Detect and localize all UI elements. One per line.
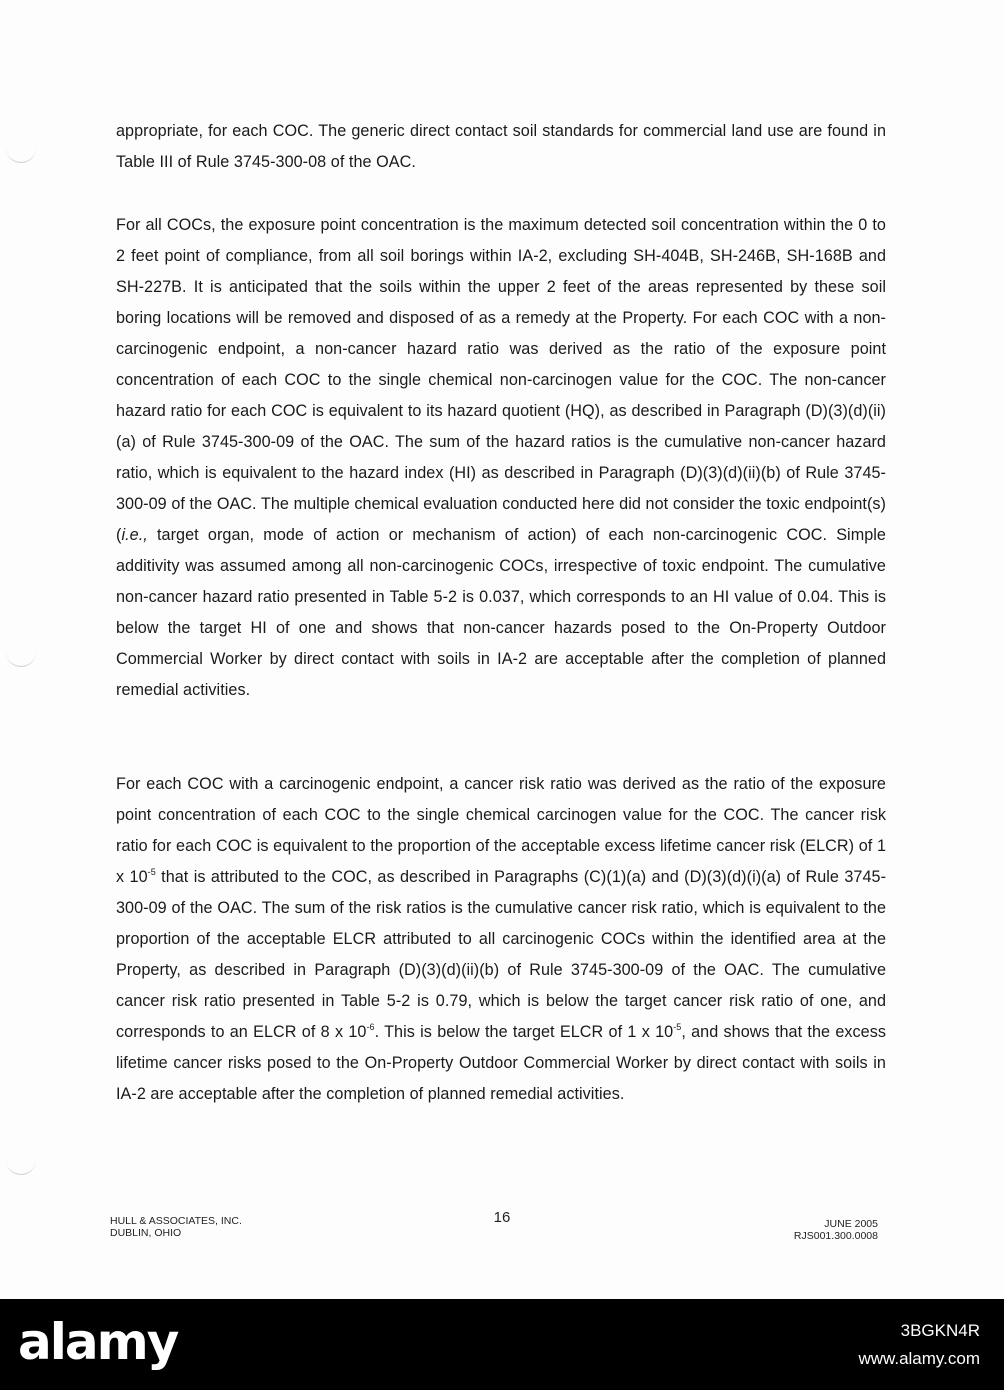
paragraph-text: target organ, mode of action or mechanism of action) of each non-carcinogenic COC. Simple additivity was assumed among all non-carcinogenic COCs, irrespective of toxic endpoint. The cumulative non-cancer hazard ratio presented in Table 5-2 is 0.037, which corresponds to an HI value of 0.04. This is below the target HI of one and shows that non-cancer hazards posed to the On-Property Outdoor Commercial Worker by direct contact with soils in IA-2 are acceptable after the completion of planned remedial activities. <box>116 526 886 699</box>
footer-date-block <box>794 1218 878 1242</box>
paragraph-text: that is attributed to the COC, as described in Paragraphs (C)(1)(a) and (D)(3)(d)(i)(a) of Rule 3745-300-09 of the OAC. The sum of the risk ratios is the cumulative cancer risk ratio, which is equivalent to the proportion of the acceptable ELCR attributed to all carcinogenic COCs within the identified area at the Property, as described in Paragraph (D)(3)(d)(ii)(b) of Rule 3745-300-09 of the OAC. The cumulative cancer risk ratio presented in Table 5-2 is 0.79, which is below the target cancer risk ratio of one, and corresponds to an ELCR of 8 x 10 <box>116 868 887 1041</box>
alamy-logo: alamy <box>18 1313 178 1371</box>
binder-hole-mark <box>6 642 36 667</box>
binder-hole-mark <box>6 1150 36 1175</box>
site-url: www.alamy.com <box>858 1349 980 1368</box>
image-id: 3BGKN4R <box>900 1321 980 1340</box>
paragraph-text: For all COCs, the exposure point concentration is the maximum detected soil concentration within the 0 to 2 feet point of compliance, from all soil borings within IA-2, excluding SH-404B, SH-246B, SH-168B and SH-227B. It is anticipated that the soils within the upper 2 feet of the areas represented by these soil boring locations will be removed and disposed of as a remedy at the Property. For each COC with a non-carcinogenic endpoint, a non-cancer hazard ratio was derived as the ratio of the exposure point concentration of each COC to the single chemical non-carcinogen value for the COC. The non-cancer hazard ratio for each COC is equivalent to its hazard quotient (HQ), as described in Paragraph (D)(3)(d)(ii)(a) of Rule 3745-300-09 of the OAC. The sum of the hazard ratios is the cumulative non-cancer hazard ratio, which is equivalent to the hazard index (HI) as described in Paragraph (D)(3)(d)(ii)(b) of Rule 3745-300-09 of the OAC. The multiple chemical evaluation conducted here did not consider the toxic endpoint(s) ( <box>116 216 886 544</box>
paragraph-text: , and shows that the excess lifetime cancer risks posed to the On-Property Outdoor Commercial Worker by direct contact with soils in IA-2 are acceptable after the completion of planned remedial activities. <box>116 1023 886 1103</box>
italic-abbreviation: i.e., <box>121 526 148 544</box>
binder-hole-mark <box>6 138 36 163</box>
footer-date: JUNE 2005 <box>824 1218 878 1230</box>
exponent: -5 <box>673 1022 682 1032</box>
paragraph-cancer-risk <box>116 769 886 1110</box>
page-number: 16 <box>493 1209 511 1226</box>
watermark-banner <box>0 1299 1004 1390</box>
paragraph-text: For each COC with a carcinogenic endpoint, a cancer risk ratio was derived as the ratio of the exposure point concentration of each COC to the single chemical carcinogen value for the COC. The cancer risk ratio for each COC is equivalent to the proportion of the acceptable excess lifetime cancer risk (ELCR) of 1 x 10 <box>116 775 886 886</box>
paragraph-text: . This is below the target ELCR of 1 x 10 <box>374 1023 674 1041</box>
paragraph-commercial-standards: appropriate, for each COC. The generic direct contact soil standards for commercial land use are found in Table III of Rule 3745-300-08 of the OAC. <box>116 122 886 171</box>
footer-doc-code: RJS001.300.0008 <box>793 1230 878 1242</box>
paragraph-non-cancer-hazard <box>116 210 886 706</box>
footer-company: HULL & ASSOCIATES, INC. <box>110 1215 242 1227</box>
exponent: -6 <box>366 1022 375 1032</box>
footer-city: DUBLIN, OHIO <box>110 1227 182 1239</box>
exponent: -5 <box>147 867 156 877</box>
